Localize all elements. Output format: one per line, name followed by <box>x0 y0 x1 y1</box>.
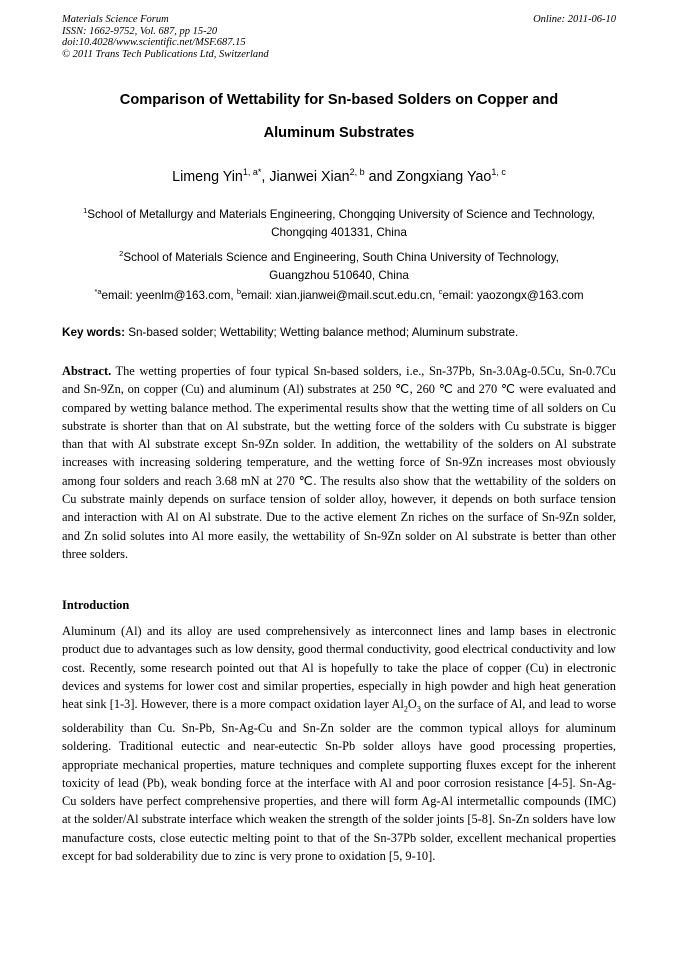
intro-text: on the surface of Al, and lead to worse solderability than Cu. Sn-Pb, Sn-Ag-Cu and Sn-Zn solder are the common typical alloys for aluminum soldering. Traditional eutectic and near-eutectic Sn-Pb solder alloys have good processing properties, appropriate mechanical properties, mature techniques and complete supporting fluxes except for the inherent toxicity of lead (Pb), weak bonding force at the interface with Al and poor corrosion resistance [4-5]. Sn-Ag-Cu solders have perfect comprehensive properties, and there will form Ag-Al intermetallic compounds (IMC) at the solder/Al substrate interface which weaken the strength of the solder joints [5-8]. Sn-Zn solders have low manufacture costs, close eutectic melting point to that of the Sn-37Pb solder, excellent mechanical properties except for bad solderability due to zinc is very prone to oxidation [5, 9-10]. <box>62 697 616 864</box>
author-name: Jianwei Xian <box>269 168 350 185</box>
publication-header <box>62 14 269 60</box>
affiliation-sup: 2 <box>119 249 124 258</box>
keywords-text: Sn-based solder; Wettability; Wetting balance method; Aluminum substrate. <box>125 326 519 339</box>
subscript: 2 <box>403 704 408 714</box>
abstract <box>62 362 616 563</box>
email-sup: c <box>438 287 443 296</box>
affiliation-line: Chongqing 401331, China <box>271 225 407 239</box>
paper-title-line-2: Aluminum Substrates <box>263 125 415 141</box>
abstract-text: The wetting properties of four typical Sn-based solders, i.e., Sn-37Pb, Sn-3.0Ag-0.5Cu, Sn-0.7Cu and Sn-9Zn, on copper (Cu) and aluminum (Al) substrates at 250 ℃, 260 ℃ and 270 ℃ were evaluated and compared by wetting balance method. The experimental results show that the wetting time of all solders on Cu substrate is shorter than that on Al substrate, but the wetting force of the solders with Cu substrate is bigger than that with Al substrate except Sn-9Zn solder. In addition, the wettability of the solders on Al substrate increases with increasing soldering temperature, and the wetting force of Sn-9Zn increases most obviously among four solders and reach 3.68 mN at 270 ℃. The results also show that the wettability of the solders on Cu substrate mainly depends on surface tension of solder alloy, however, it depends on both surface tension and interaction with Al on Al substrate. Due to the active element Zn riches on the surface of Sn-9Zn solder, and Zn solid solutes into Al more easily, the wettability of Sn-9Zn solder on Al substrate is better than other three solders. <box>62 364 616 561</box>
author-name: Limeng Yin <box>172 168 243 185</box>
introduction-paragraph <box>62 622 616 865</box>
doi-line: doi:10.4028/www.scientific.net/MSF.687.15 <box>62 37 246 49</box>
author-affil-sup: 1, c <box>491 167 506 177</box>
email-text: email: xian.jianwei@mail.scut.edu.cn, <box>241 288 439 302</box>
section-heading-introduction: Introduction <box>62 598 130 612</box>
author-separator: and <box>364 168 397 185</box>
intro-text: Aluminum (Al) and its alloy are used comprehensively as interconnect lines and lamp bases in electronic product due to advantages such as low density, good thermal conductivity, good electrical conductivity and low cost. Recently, some research pointed out that Al is hopefully to take the place of copper (Cu) in electronic devices and systems for lower cost and similar properties, especially in high powder and high heat generation heat sink [1-3]. However, there is a more compact oxidation layer Al <box>62 624 616 712</box>
issn-line: ISSN: 1662-9752, Vol. 687, pp 15-20 <box>62 25 218 37</box>
email-list <box>62 287 616 302</box>
affiliation-line: School of Materials Science and Engineering, South China University of Technology, <box>123 250 559 264</box>
email-text: email: yeenlm@163.com, <box>101 288 237 302</box>
affiliation-2 <box>62 245 616 285</box>
email-text: email: yaozongx@163.com <box>442 288 584 302</box>
journal-name: Materials Science Forum <box>62 14 169 25</box>
copyright-line: © 2011 Trans Tech Publications Ltd, Switzerland <box>62 48 269 60</box>
affiliation-line: School of Metallurgy and Materials Engineering, Chongqing University of Science and Technology, <box>87 207 595 221</box>
paper-title-line-1: Comparison of Wettability for Sn-based Solders on Copper and <box>119 92 559 108</box>
author-separator: , <box>261 168 270 185</box>
author-name: Zongxiang Yao <box>396 168 492 185</box>
email-sup: *a <box>94 287 102 296</box>
author-list <box>62 167 616 185</box>
abstract-label: Abstract. <box>62 364 112 378</box>
author-affil-sup: 2, b <box>349 167 365 177</box>
online-date: Online: 2011-06-10 <box>533 14 616 25</box>
email-sup: b <box>236 287 241 296</box>
keywords-label: Key words: <box>62 326 125 339</box>
author-affil-sup: 1, a* <box>242 167 262 177</box>
affiliation-1 <box>62 202 616 242</box>
keywords <box>62 326 616 339</box>
affiliation-line: Guangzhou 510640, China <box>269 268 409 282</box>
intro-text: O <box>407 697 417 712</box>
subscript: 3 <box>416 704 421 714</box>
affiliation-sup: 1 <box>83 206 88 215</box>
